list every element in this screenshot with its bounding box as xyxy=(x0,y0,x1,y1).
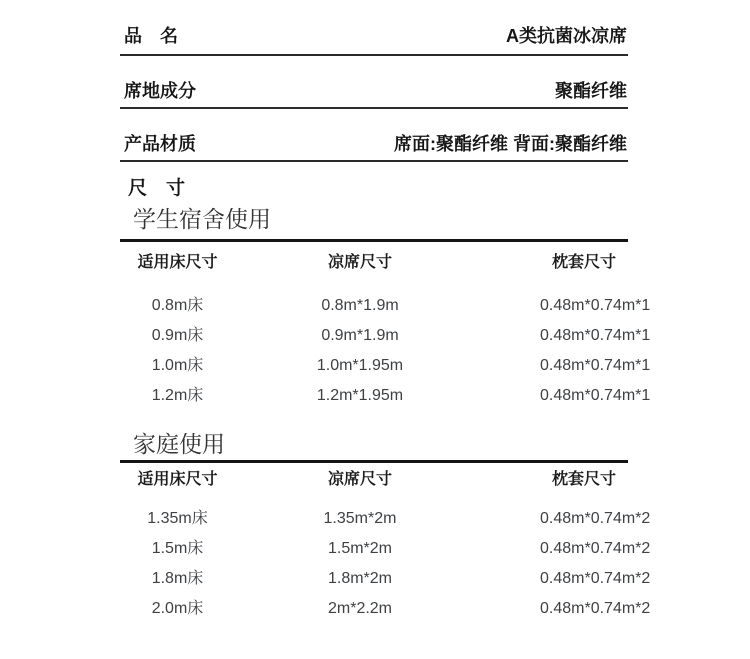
cell-pillowcase-size: 0.48m*0.74m*2 xyxy=(540,540,651,557)
spec-label: 品 名 xyxy=(124,26,178,46)
cell-mat-size: 1.35m*2m xyxy=(323,510,397,527)
column-header-mat-size: 凉席尺寸 xyxy=(327,471,392,488)
cell-bed-size: 1.5m床 xyxy=(151,540,204,557)
column-header-pillowcase-size: 枕套尺寸 xyxy=(551,471,616,488)
cell-mat-size: 1.5m*2m xyxy=(327,540,393,557)
column-header-bed-size: 适用床尺寸 xyxy=(137,471,218,488)
column-header-pillowcase-size: 枕套尺寸 xyxy=(551,254,616,271)
size-table-family xyxy=(120,431,651,624)
spec-row-product-material xyxy=(120,109,628,162)
cell-pillowcase-size: 0.48m*0.74m*1 xyxy=(540,357,651,374)
table-row xyxy=(120,291,651,321)
cell-mat-size: 2m*2.2m xyxy=(327,600,393,617)
spec-row-product-name xyxy=(120,0,628,56)
spec-label: 产品材质 xyxy=(124,134,196,154)
table-row xyxy=(120,321,651,351)
table-row xyxy=(120,351,651,381)
column-header-mat-size: 凉席尺寸 xyxy=(327,254,392,271)
cell-pillowcase-size: 0.48m*0.74m*1 xyxy=(540,297,651,314)
size-table-dormitory xyxy=(120,206,651,411)
table-subtitle-dormitory: 学生宿舍使用 xyxy=(120,206,628,242)
table-header-row xyxy=(120,463,628,489)
cell-bed-size: 1.8m床 xyxy=(151,570,204,587)
spec-row-mat-composition xyxy=(120,56,628,109)
cell-bed-size: 2.0m床 xyxy=(151,600,204,617)
cell-pillowcase-size: 0.48m*0.74m*2 xyxy=(540,600,651,617)
table-subtitle-family: 家庭使用 xyxy=(120,431,628,463)
column-header-bed-size: 适用床尺寸 xyxy=(137,254,218,271)
spec-value: 席面:聚酯纤维 背面:聚酯纤维 xyxy=(394,134,627,154)
cell-bed-size: 1.2m床 xyxy=(151,387,204,404)
size-section-title: 尺 寸 xyxy=(128,178,186,199)
cell-mat-size: 1.8m*2m xyxy=(327,570,393,587)
cell-pillowcase-size: 0.48m*0.74m*2 xyxy=(540,570,651,587)
cell-mat-size: 1.0m*1.95m xyxy=(316,357,404,374)
table-body xyxy=(120,504,651,624)
cell-mat-size: 0.9m*1.9m xyxy=(321,327,399,344)
spec-value: 聚酯纤维 xyxy=(555,81,627,101)
table-header-row xyxy=(120,242,628,272)
cell-pillowcase-size: 0.48m*0.74m*1 xyxy=(540,327,651,344)
table-row xyxy=(120,534,651,564)
cell-mat-size: 0.8m*1.9m xyxy=(321,297,399,314)
spec-label: 席地成分 xyxy=(124,81,196,101)
cell-bed-size: 0.9m床 xyxy=(151,327,204,344)
cell-bed-size: 0.8m床 xyxy=(151,297,204,314)
cell-bed-size: 1.0m床 xyxy=(151,357,204,374)
cell-pillowcase-size: 0.48m*0.74m*2 xyxy=(540,510,651,527)
table-row xyxy=(120,564,651,594)
cell-mat-size: 1.2m*1.95m xyxy=(316,387,404,404)
table-row xyxy=(120,504,651,534)
table-body xyxy=(120,291,651,411)
product-spec-sheet xyxy=(120,0,651,624)
cell-pillowcase-size: 0.48m*0.74m*1 xyxy=(540,387,651,404)
table-row xyxy=(120,594,651,624)
spec-value: A类抗菌冰凉席 xyxy=(506,26,627,46)
cell-bed-size: 1.35m床 xyxy=(147,510,208,527)
table-row xyxy=(120,381,651,411)
